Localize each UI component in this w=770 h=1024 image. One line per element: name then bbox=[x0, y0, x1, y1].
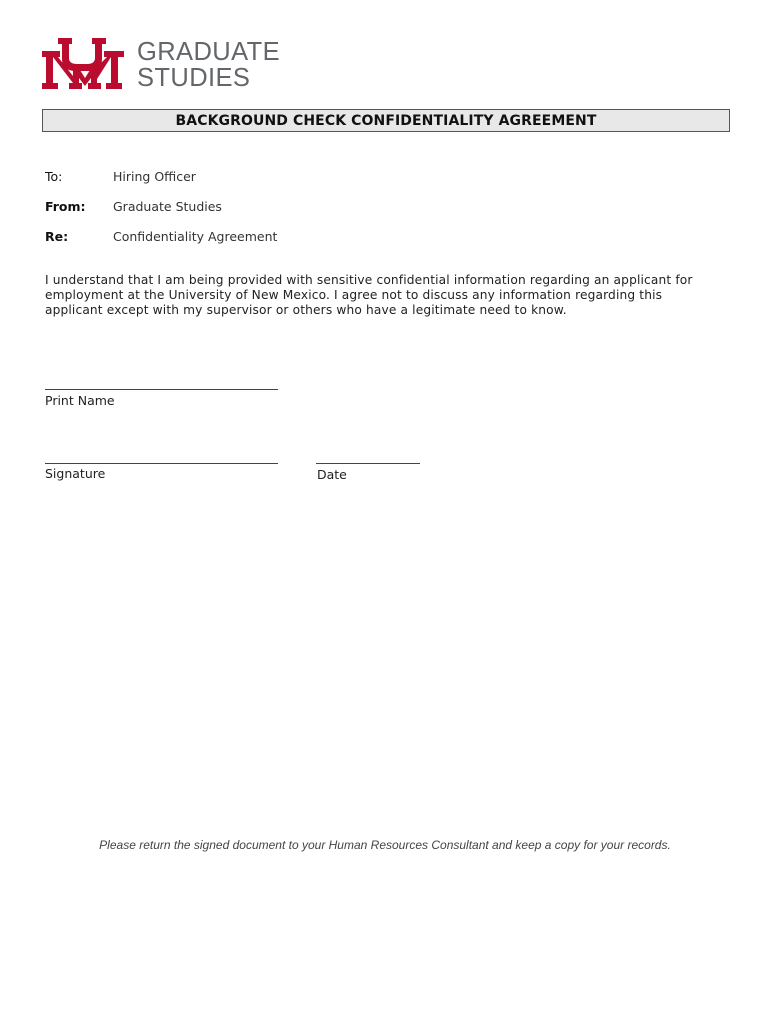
signature-label: Signature bbox=[45, 466, 106, 481]
unm-monogram-icon bbox=[40, 37, 130, 97]
memo-to-label: To: bbox=[45, 169, 63, 184]
memo-re-label: Re: bbox=[45, 229, 69, 244]
signature-line[interactable] bbox=[45, 463, 278, 464]
logo-line-1: GRADUATE bbox=[137, 38, 280, 66]
date-line[interactable] bbox=[316, 463, 420, 464]
paragraph-line-1: I understand that I am being provided with sensitive confidential information regarding an applicant for bbox=[45, 273, 693, 287]
memo-from-value: Graduate Studies bbox=[113, 199, 222, 214]
logo-wordmark bbox=[137, 39, 280, 91]
footer-note: Please return the signed document to your Human Resources Consultant and keep a copy for your records. bbox=[99, 838, 671, 852]
unm-logo bbox=[40, 37, 290, 97]
paragraph-line-3: applicant except with my supervisor or others who have a legitimate need to know. bbox=[45, 303, 567, 317]
agreement-paragraph bbox=[45, 273, 735, 318]
print-name-label: Print Name bbox=[45, 393, 115, 408]
document-title: BACKGROUND CHECK CONFIDENTIALITY AGREEMENT bbox=[42, 109, 730, 132]
paragraph-line-2: employment at the University of New Mexico. I agree not to discuss any information regarding this bbox=[45, 288, 663, 302]
memo-re-value: Confidentiality Agreement bbox=[113, 229, 278, 244]
print-name-line[interactable] bbox=[45, 389, 278, 390]
date-label: Date bbox=[317, 467, 347, 482]
memo-to-value: Hiring Officer bbox=[113, 169, 196, 184]
logo-line-2: STUDIES bbox=[137, 64, 251, 92]
memo-from-label: From: bbox=[45, 199, 86, 214]
